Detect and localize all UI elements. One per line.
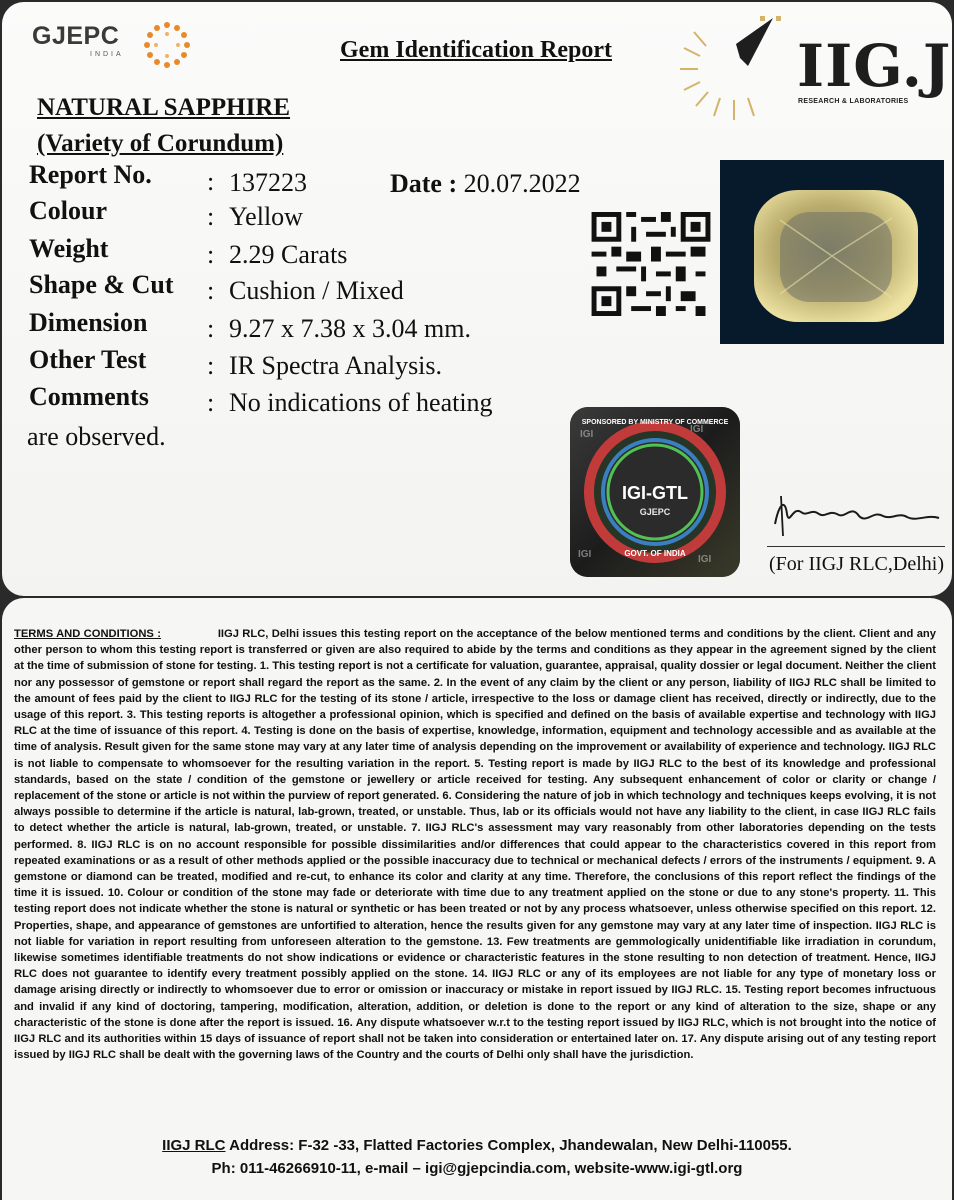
iigj-logo: IIG.J — [797, 32, 952, 100]
svg-text:IGI: IGI — [578, 549, 592, 560]
shape-label: Shape & Cut — [29, 270, 174, 299]
signature-image — [767, 484, 947, 544]
other-test-value: IR Spectra Analysis. — [229, 351, 443, 380]
comments-value: No indications of heating — [229, 388, 493, 417]
report-title: Gem Identification Report — [340, 37, 612, 63]
signature-line — [767, 546, 945, 547]
qr-code-icon — [590, 212, 712, 316]
stone-heading: NATURAL SAPPHIRE — [37, 94, 291, 121]
terms-body: IIGJ RLC, Delhi issues this testing report on the acceptance of the below mentioned terms and conditions by the client. Client and any other person to whom this testing report is transferred or given are also required to abide by the terms and conditions as they appear in the agreement signed by the client at the time of submission of stone for testing. 1. This testing report is not a certificate for valuation, guarantee, appraisal, quality dossier or legal document. Neither the client nor any possessor of gemstone or report shall regard the report as the same. 2. In the event of any claim by the client or any person, liability of IIGJ RLC shall be limited to the amount of fees paid by the client to IIGJ RLC for the testing of its stone / article, irrespective to the loss or damage client has received, directly or indirectly, due to the usage of this report. 3. This testing reports is altogether a professional opinion, which is specified and defined on the basis of available expertise and technology with IIGJ RLC at the time of issuance of this report. 4. Testing is done on the basis of expertise, knowledge, information, equipment and technology accessible and as available at the time of analysis. Result given for the same stone may vary at any later time of analysis depending on the improvement or availability of experience and technology. IIGJ RLC is not liable to compensate to whomsoever for the resulting variation in the report. 5. Testing report is made by IIGJ RLC to the best of its knowledge and professional standards, based on the state / condition of the gemstone or jewellery or article received for testing. Any subsequent enhancement of color or clarity or change / replacement of the stone or article is not within the purview of report generated. 6. Considering the nature of job in which technology and techniques keeps evolving, it is not always possible to determine if the article is natural, lab-grown, treated, or unstable. Thus, lab or its officials would not have any liability to the client, in case IIGJ RLC fails to detect whether the article is natural, lab-grown, treated, or unstable. 7. IIGJ RLC's assessment may vary reasonably from other laboratories depending on the tests performed. 8. IIGJ RLC is on no account responsible for possible dissimilarities and/or differences that could appear to the characteristics covered in this report from repeated examinations or as a result of other methods applied or the possible inaccuracy due to technical or mechanical defects / errors of the instruments / equipment. 9. A gemstone or diamond can be treated, modified and re-cut, to enhance its color and clarity at any time. Therefore, the conclusions of this report reflect the findings of the time it is issued. 10. Colour or condition of the stone may fade or deteriorate with time due to any treatment applied on the stone or due to any stone's property. 11. This testing report does not indicate whether the stone is natural or synthetic or has been treated or not by any process whatsoever, unless otherwise specified on this report. 12. Properties, shape, and appearance of gemstones are unfortified to alteration, hence the results given for any gemstone may vary at any later time of inspection. IIGJ RLC is not liable for variation in report resulting from unforeseen alteration to the gemstone. 13. Few treatments are gemmologically unidentifiable like irradiation in corundum, likewise sometimes identifiable treatments do not show indications or evidence or characteristic features in the stone resulting to non detection of treatment. Hence, IIGJ RLC does not guarantee to identify every treatment possibly applied on the stone. 14. IIGJ RLC or any of its employees are not liable for any type of monetary loss or damage arising directly or indirectly to whomsoever due to error or omission or inaccuracy or mistake in report issued by IIGJ RLC. 15. Testing report becomes infructuous and invalid if any kind of doctoring, tampering, modification, alteration, addition, or deletion is done to the report or any kind of alteration to the size, shape or any characteristic of the stone is done after the report is issued. 16. Any dispute whatsoever w.r.t to the testing report issued by IIGJ RLC, which is not brought into the notice of IIGJ RLC and its authorities within 15 days of issuance of report shall not be taken into consideration or entertained later on. 17. Any dispute arising out of any testing report issued by IIGJ RLC shall be dealt with the governing laws of the Country and the courts of Delhi only shall have the jurisdiction. — [14, 628, 936, 1062]
colour-colon: : — [207, 202, 215, 231]
gjepc-logo-sub: INDIA — [90, 51, 124, 58]
footer-address — [0, 1137, 954, 1154]
footer-address-label: IIGJ RLC — [162, 1137, 226, 1154]
svg-text:IGI: IGI — [698, 554, 712, 565]
report-no-label: Report No. — [29, 160, 152, 189]
date-value: 20.07.2022 — [463, 169, 581, 198]
footer-contact: Ph: 011-46266910-11, e-mail – igi@gjepcindia.com, website-www.igi-gtl.org — [211, 1160, 743, 1177]
hologram-center-text: IGI-GTL — [622, 483, 688, 503]
signature-caption: (For IIGJ RLC,Delhi) — [769, 553, 944, 575]
comments-continuation: are observed. — [27, 422, 166, 451]
gjepc-sunburst-icon — [138, 16, 196, 74]
report-no-colon: : — [207, 167, 215, 196]
date-field — [390, 169, 581, 199]
hologram-sub-text: GJEPC — [639, 507, 671, 517]
weight-colon: : — [207, 240, 215, 269]
other-test-label: Other Test — [29, 345, 147, 374]
terms-heading: TERMS AND CONDITIONS : — [14, 628, 161, 640]
gemstone-photo — [720, 160, 944, 344]
comments-label: Comments — [29, 382, 149, 411]
dimension-colon: : — [207, 314, 215, 343]
other-test-colon: : — [207, 351, 215, 380]
weight-label: Weight — [29, 234, 109, 263]
hologram-ring-top: SPONSORED BY MINISTRY OF COMMERCE — [581, 419, 729, 426]
gjepc-logo: GJEPC — [32, 22, 120, 50]
svg-text:IGI: IGI — [690, 424, 704, 435]
weight-value: 2.29 Carats — [229, 240, 348, 269]
hologram-ring-bottom: GOVT. OF INDIA — [624, 549, 686, 558]
report-card — [2, 2, 952, 596]
iigj-logo-sub: RESEARCH & LABORATORIES — [798, 98, 909, 105]
igi-gtl-hologram — [570, 407, 740, 577]
date-label: Date : — [390, 169, 458, 198]
terms-text — [14, 626, 936, 1063]
footer-address-text: Address: F-32 -33, Flatted Factories Complex, Jhandewalan, New Delhi-110055. — [225, 1137, 792, 1154]
shape-value: Cushion / Mixed — [229, 276, 404, 305]
dimension-label: Dimension — [29, 308, 148, 337]
shape-colon: : — [207, 276, 215, 305]
report-no-value: 137223 — [229, 168, 307, 197]
comments-colon: : — [207, 388, 215, 417]
dimension-value: 9.27 x 7.38 x 3.04 mm. — [229, 314, 471, 343]
iigj-sunburst-icon — [678, 14, 788, 124]
colour-label: Colour — [29, 196, 107, 225]
colour-value: Yellow — [229, 202, 303, 231]
stone-variety: (Variety of Corundum) — [37, 130, 284, 157]
gemstone-image — [720, 160, 944, 344]
svg-text:IGI: IGI — [580, 429, 594, 440]
